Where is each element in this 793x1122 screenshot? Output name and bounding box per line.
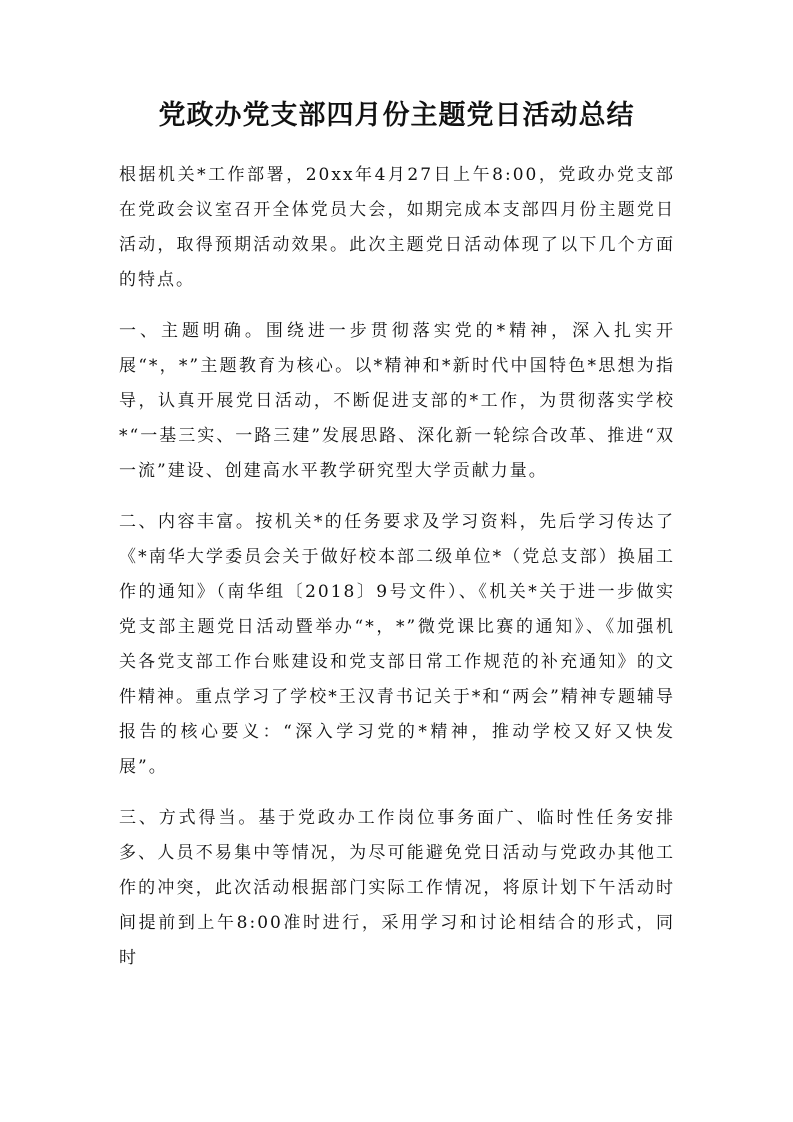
document-body xyxy=(119,158,675,992)
paragraph-content: 二、内容丰富。按机关*的任务要求及学习资料，先后学习传达了《*南华大学委员会关于做好校本部二级单位*（党总支部）换届工作的通知》（南华组〔2018〕9号文件）、《机关*关于进一步做实党支部主题党日活动暨举办“*，*”微党课比赛的通知》、《加强机关各党支部工作台账建设和党支部日常工作规范的补充通知》的文件精神。重点学习了学校*王汉青书记关于*和“两会”精神专题辅导报告的核心要义：“深入学习党的*精神，推动学校又好又快发展”。 xyxy=(119,512,675,777)
paragraph-intro: 根据机关*工作部署，20xx年4月27日上午8:00，党政办党支部在党政会议室召开全体党员大会，如期完成本支部四月份主题党日活动，取得预期活动效果。此次主题党日活动体现了以下几个方面的特点。 xyxy=(119,165,675,290)
paragraph-theme: 一、主题明确。围绕进一步贯彻落实党的*精神，深入扎实开展“*，*”主题教育为核心。以*精神和*新时代中国特色*思想为指导，认真开展党日活动，不断促进支部的*工作，为贯彻落实学校*“一基三实、一路三建”发展思路、深化新一轮综合改革、推进“双一流”建设、创建高水平教学研究型大学贡献力量。 xyxy=(119,321,675,481)
document-title: 党政办党支部四月份主题党日活动总结 xyxy=(158,100,635,131)
paragraph-method: 三、方式得当。基于党政办工作岗位事务面广、临时性任务安排多、人员不易集中等情况，为尽可能避免党日活动与党政办其他工作的冲突，此次活动根据部门实际工作情况，将原计划下午活动时间提前到上午8:00准时进行，采用学习和讨论相结合的形式，同时 xyxy=(119,808,675,968)
